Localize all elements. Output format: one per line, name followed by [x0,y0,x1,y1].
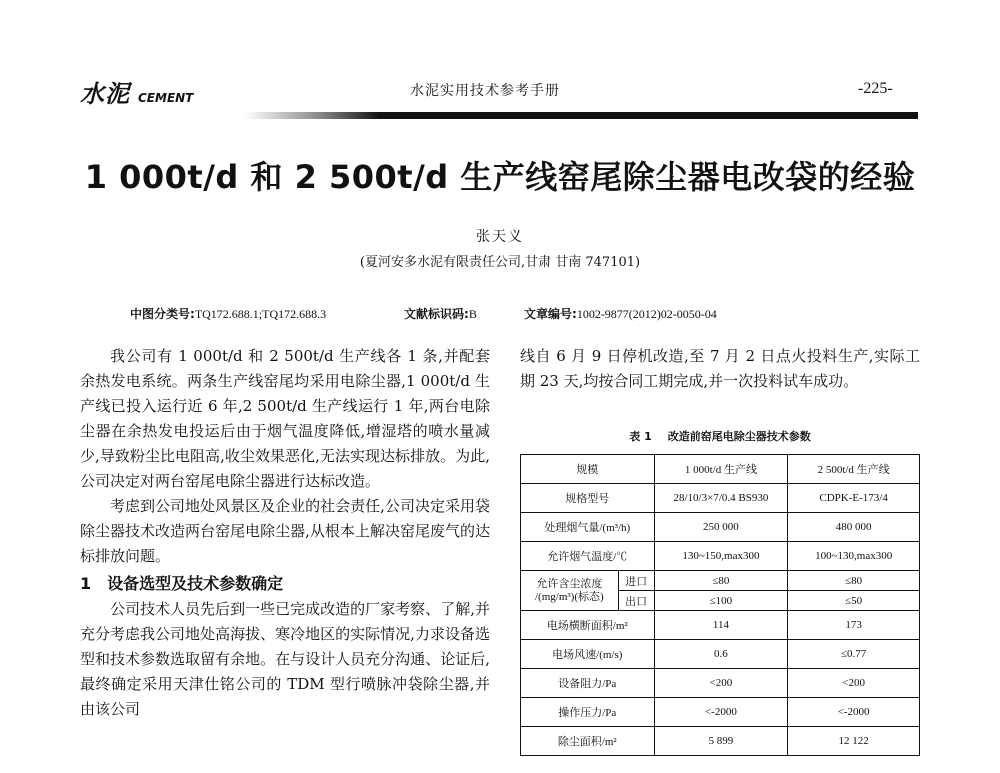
table-cell-label: 电场风速/(m/s) [521,640,655,669]
page-number: -225- [858,80,893,97]
clc-value: TQ172.688.1;TQ172.688.3 [194,307,327,321]
table-cell: ≤80 [788,571,920,591]
table-cell: ≤50 [788,591,920,611]
paragraph: 我公司有 1 000t/d 和 2 500t/d 生产线各 1 条,并配套余热发电系统。两条生产线窑尾均采用电除尘器,1 000t/d 生产线已投入运行近 6 年,2 500t/d 生产线运行 1 年,两台电除尘器在余热发电投运后由于烟气温度降低,增湿塔的喷水量减少,导致粉尘比电阻高,收尘效果恶化,无法实现达标排放。为此,公司决定对两台窑尾电除尘器进行达标改造。 [80,347,490,490]
dust-label-line2: /(mg/m³)(标态) [535,590,604,603]
table-cell: ≤0.77 [788,640,920,669]
table-row [521,669,920,698]
dust-label-line1: 允许含尘浓度 [536,577,603,590]
table-cell-label: 电场横断面积/m² [521,611,655,640]
table-cell-label: 允许烟气温度/℃ [521,542,655,571]
table-cell: 130~150,max300 [654,542,788,571]
table-row [521,513,920,542]
doc-code-value: B [468,307,477,321]
table-row [521,542,920,571]
table-cell: 5 899 [654,727,788,756]
table-cell-label: 除尘面积/m² [521,727,655,756]
dust-concentration-label [521,571,619,611]
author-affiliation: (夏河安多水泥有限责任公司,甘肃 甘南 747101) [359,255,641,270]
clc-label: 中图分类号: [130,307,195,321]
parameter-table [520,454,920,756]
table-header-cell: 规模 [521,455,655,484]
table-caption [520,428,920,444]
table-cell: 173 [788,611,920,640]
logo-english-text: CEMENT [138,91,194,105]
author-name: 张天义 [476,229,524,245]
table-cell-label: 规格型号 [521,484,655,513]
document-code [404,305,477,322]
table-cell: <200 [788,669,920,698]
header-rule-fade [80,112,380,119]
table-cell-label: 处理烟气量/(m³/h) [521,513,655,542]
table-title: 改造前窑尾电除尘器技术参数 [667,430,811,443]
right-column [520,344,920,394]
table-row [521,611,920,640]
table-row [521,484,920,513]
paragraph: 公司技术人员先后到一些已完成改造的厂家考察、了解,并充分考虑我公司地处高海拔、寒冷地区的实际情况,力求设备选型和技术参数选取留有余地。在与设计人员充分沟通、论证后,最终确定采用天津仕铭公司的 TDM 型行喷脉冲袋除尘器,并由该公司 [80,600,490,718]
table-cell-label: 操作压力/Pa [521,698,655,727]
table-cell: 100~130,max300 [788,542,920,571]
table-cell: 0.6 [654,640,788,669]
table-row [521,727,920,756]
table-cell: 12 122 [788,727,920,756]
table-header-row [521,455,920,484]
table-row [521,698,920,727]
paragraph: 考虑到公司地处风景区及企业的社会责任,公司决定采用袋除尘器技术改造两台窑尾电除尘器,从根本上解决窑尾废气的达标排放问题。 [80,497,490,565]
left-column [80,344,490,722]
doc-code-label: 文献标识码: [404,307,469,321]
inlet-label: 进口 [618,571,654,591]
running-header-title: 水泥实用技术参考手册 [410,83,560,99]
table-header-cell: 1 000t/d 生产线 [654,455,788,484]
table-cell: 28/10/3×7/0.4 BS930 [654,484,788,513]
table-row [521,571,920,591]
section-title: 设备选型及技术参数确定 [107,574,284,593]
section-number: 1 [80,574,92,593]
article-no-label: 文章编号: [524,307,577,321]
table-cell-label: 设备阻力/Pa [521,669,655,698]
table-row [521,640,920,669]
journal-logo [80,74,194,108]
table-cell: 114 [654,611,788,640]
table-cell: ≤80 [654,571,788,591]
table-cell: <-2000 [788,698,920,727]
section-heading [80,571,490,597]
table-cell: ≤100 [654,591,788,611]
logo-chinese-text: 水泥 [80,79,130,108]
article-number [524,305,717,322]
table-cell: <200 [654,669,788,698]
outlet-label: 出口 [618,591,654,611]
article-title: 1 000t/d 和 2 500t/d 生产线窑尾除尘器电改袋的经验 [84,158,916,196]
table-cell: <-2000 [654,698,788,727]
table-cell: CDPK-E-173/4 [788,484,920,513]
table-cell: 250 000 [654,513,788,542]
paragraph: 线自 6 月 9 日停机改造,至 7 月 2 日点火投料生产,实际工期 23 天,均按合同工期完成,并一次投料试车成功。 [520,347,920,390]
article-no-value: 1002-9877(2012)02-0050-04 [576,307,717,321]
table-cell: 480 000 [788,513,920,542]
classification-number [130,305,326,322]
table-number: 表 1 [629,430,652,443]
table-header-cell: 2 500t/d 生产线 [788,455,920,484]
